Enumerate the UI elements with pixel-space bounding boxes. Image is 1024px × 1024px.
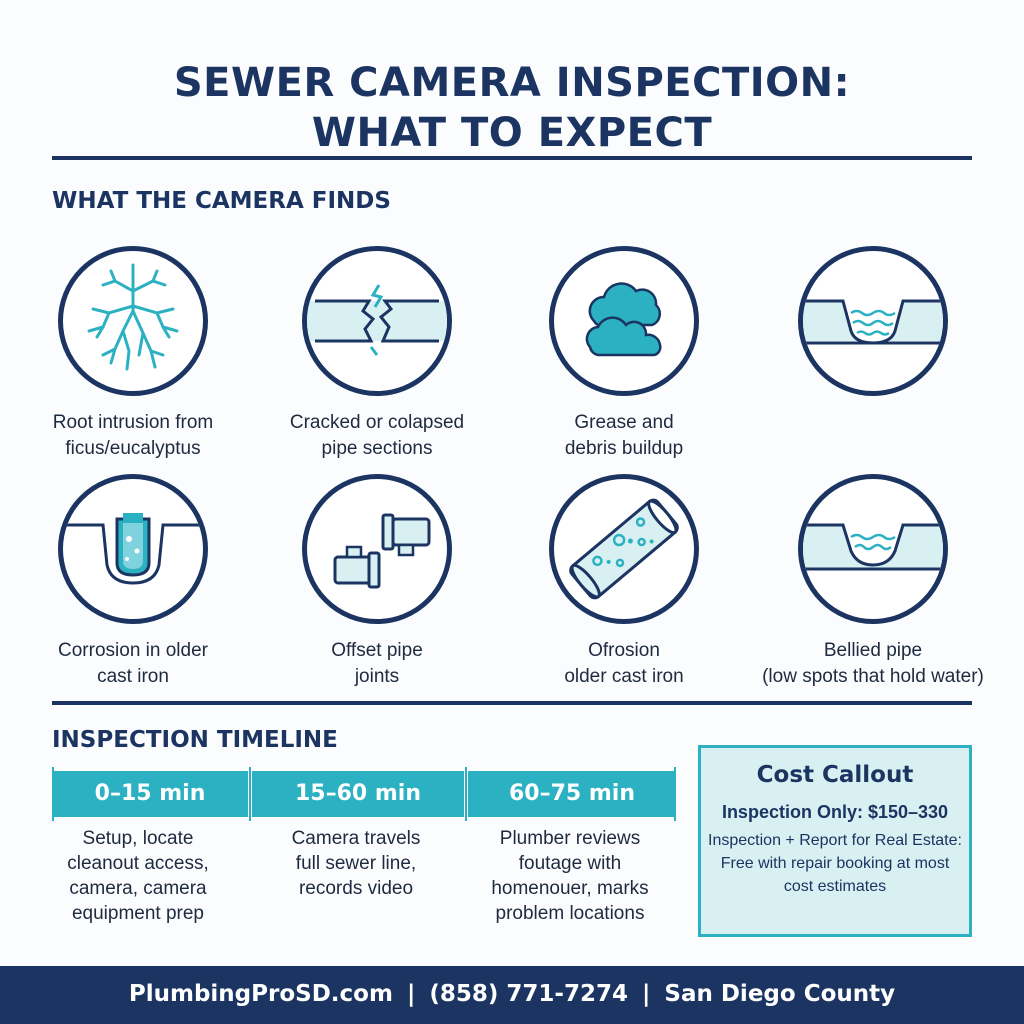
timeline-step-1-desc	[38, 826, 238, 926]
timeline-tick	[674, 767, 676, 821]
step-3-line: homenouer, marks	[491, 878, 649, 899]
timeline-step-2-time: 15–60 min	[252, 771, 464, 817]
water-dip-icon	[798, 246, 948, 396]
find-item-ofrosion	[509, 474, 739, 690]
step-2-line: Camera travels	[291, 828, 421, 849]
cracked-pipe-icon	[302, 246, 452, 396]
find-label-6b: joints	[354, 666, 400, 687]
step-1-line: camera, camera	[69, 878, 207, 899]
footer-phone-link[interactable]: (858) 771-7274	[429, 981, 628, 1007]
title-line-1: SEWER CAMERA INSPECTION:	[173, 60, 851, 106]
title-line-2: WHAT TO EXPECT	[311, 110, 713, 156]
cost-title: Cost Callout	[756, 762, 914, 788]
find-label-5b: cast iron	[97, 666, 169, 687]
cost-estimates: cost estimates	[783, 878, 887, 895]
find-item-water-dip	[758, 246, 988, 410]
timeline-heading: INSPECTION TIMELINE	[52, 727, 338, 753]
timeline-step-3-desc	[470, 826, 670, 926]
find-label-8b: (low spots that hold water)	[762, 666, 984, 687]
find-label-2a: Cracked or colapsed	[289, 412, 465, 433]
grease-buildup-icon	[549, 246, 699, 396]
find-label-8a: Bellied pipe	[823, 640, 923, 661]
cost-callout	[698, 745, 972, 937]
find-label-7b: older cast iron	[564, 666, 684, 687]
find-label-7a: Ofrosion	[588, 640, 660, 661]
corroded-trap-icon	[58, 474, 208, 624]
footer-separator: |	[641, 981, 651, 1007]
footer-website-link[interactable]: PlumbingProSD.com	[128, 981, 393, 1007]
find-item-roots	[18, 246, 248, 462]
step-1-line: cleanout access,	[67, 853, 209, 874]
step-3-line: Plumber reviews	[499, 828, 641, 849]
step-3-line: problem locations	[495, 903, 645, 924]
offset-joints-icon	[302, 474, 452, 624]
bellied-pipe-icon	[798, 474, 948, 624]
find-item-cracked	[262, 246, 492, 462]
timeline-bar	[52, 771, 676, 817]
find-label-2b: pipe sections	[321, 438, 433, 459]
step-1-line: equipment prep	[71, 903, 205, 924]
cost-free-repair: Free with repair booking at most	[720, 855, 950, 872]
page-title	[0, 58, 1024, 158]
timeline-step-1-time: 0–15 min	[52, 771, 248, 817]
find-label-5a: Corrosion in older	[58, 640, 208, 661]
top-divider	[52, 156, 972, 160]
footer-separator: |	[406, 981, 416, 1007]
corroded-pipe-icon	[549, 474, 699, 624]
footer-service-area: San Diego County	[664, 981, 896, 1007]
cost-real-estate: Inspection + Report for Real Estate:	[708, 832, 962, 849]
step-3-line: foutage with	[518, 853, 622, 874]
find-label-1b: ficus/eucalyptus	[65, 438, 201, 459]
timeline-tick	[465, 767, 467, 821]
timeline-step-2-desc	[256, 826, 456, 901]
cost-details	[701, 829, 969, 898]
footer-bar	[0, 966, 1024, 1024]
finds-heading: WHAT THE CAMERA FINDS	[52, 188, 391, 214]
find-label-3a: Grease and	[574, 412, 674, 433]
step-2-line: full sewer line,	[295, 853, 417, 874]
find-item-offset	[262, 474, 492, 690]
roots-icon	[58, 246, 208, 396]
find-item-bellied	[758, 474, 988, 690]
find-item-corrosion	[18, 474, 248, 690]
middle-divider	[52, 701, 972, 705]
timeline-step-3-time: 60–75 min	[468, 771, 676, 817]
find-label-1a: Root intrusion from	[52, 412, 214, 433]
timeline-tick	[249, 767, 251, 821]
find-item-grease	[509, 246, 739, 462]
timeline-tick	[52, 767, 54, 821]
step-2-line: records video	[298, 878, 414, 899]
cost-inspection-only: Inspection Only: $150–330	[721, 802, 949, 822]
step-1-line: Setup, locate	[82, 828, 194, 849]
find-label-3b: debris buildup	[564, 438, 684, 459]
find-label-6a: Offset pipe	[331, 640, 423, 661]
